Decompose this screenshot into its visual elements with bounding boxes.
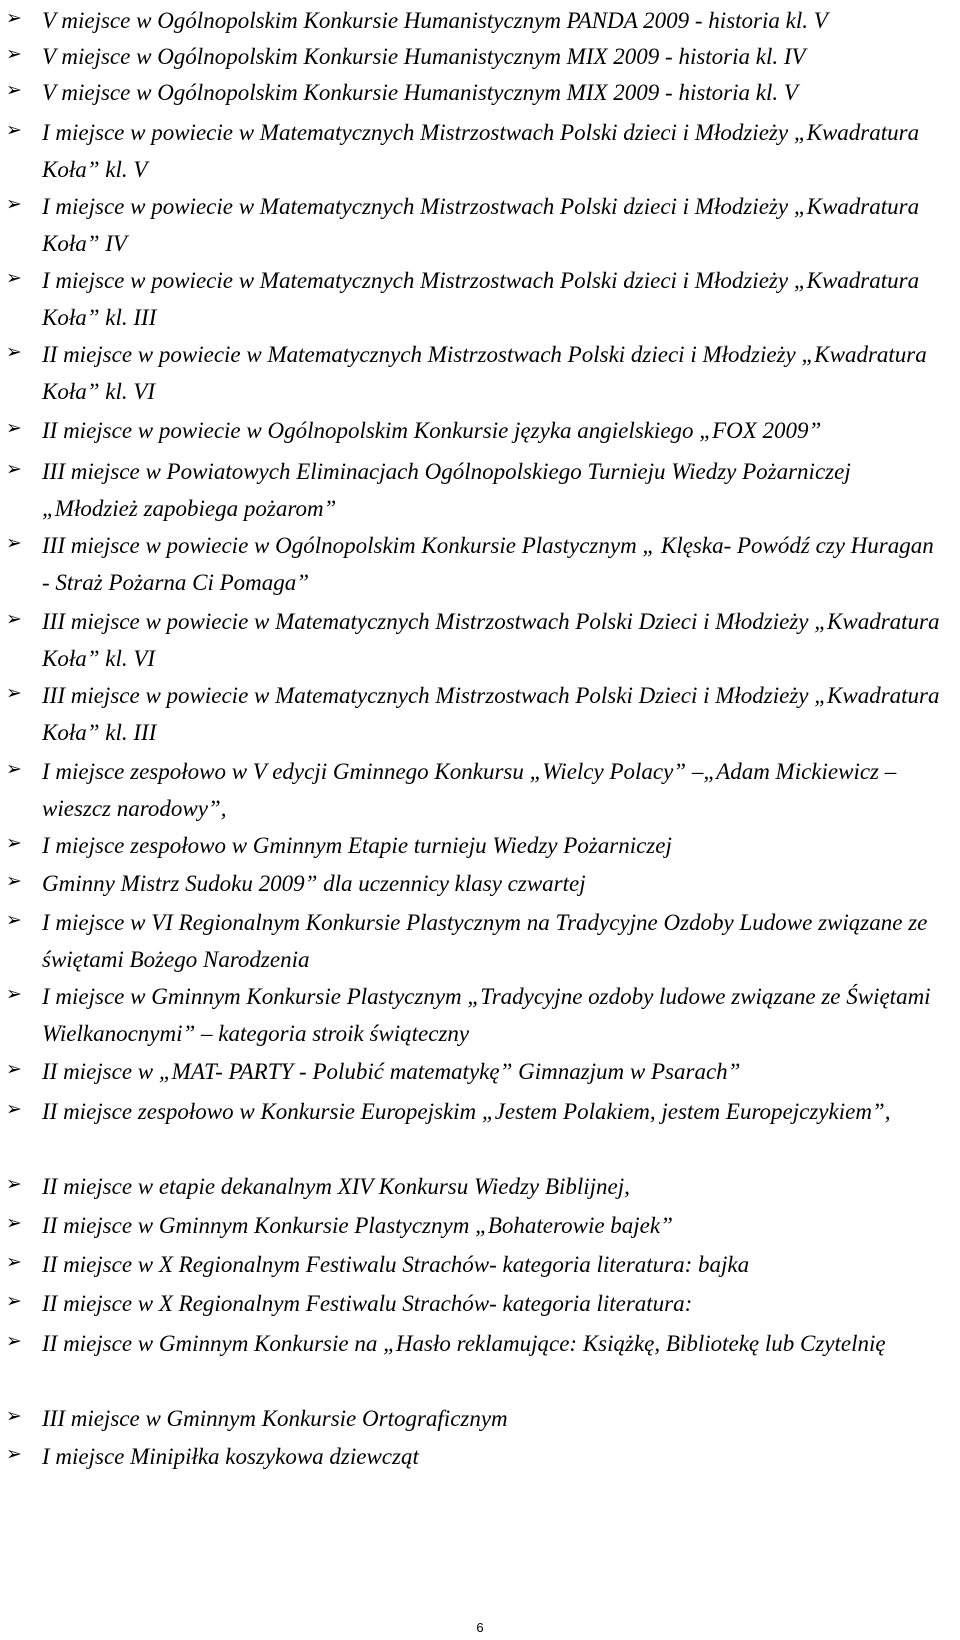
award-text: III miejsce w powiecie w Ogólnopolskim Konkursie Plastycznym „ Klęska- Powódź czy Huragan - Straż Pożarna Ci Pomaga” bbox=[42, 533, 934, 595]
arrowhead-bullet-icon: ➢ bbox=[6, 1058, 22, 1080]
arrowhead-bullet-icon: ➢ bbox=[6, 1443, 22, 1465]
award-text: V miejsce w Ogólnopolskim Konkursie Humanistycznym MIX 2009 - historia kl. V bbox=[42, 80, 798, 105]
arrowhead-bullet-icon: ➢ bbox=[6, 43, 22, 65]
award-text: I miejsce zespołowo w V edycji Gminnego Konkursu „Wielcy Polacy” –„Adam Mickiewicz – wieszcz narodowy”, bbox=[42, 759, 897, 821]
arrowhead-bullet-icon: ➢ bbox=[6, 682, 22, 704]
arrowhead-bullet-icon: ➢ bbox=[6, 1173, 22, 1195]
award-text: II miejsce w powiecie w Ogólnopolskim Konkursie języka angielskiego „FOX 2009” bbox=[42, 418, 822, 443]
arrowhead-bullet-icon: ➢ bbox=[6, 983, 22, 1005]
award-text: III miejsce w Gminnym Konkursie Ortograficznym bbox=[42, 1406, 508, 1431]
award-text: II miejsce w „MAT- PARTY - Polubić matematykę” Gimnazjum w Psarach” bbox=[42, 1059, 741, 1084]
award-text: I miejsce zespołowo w Gminnym Etapie turnieju Wiedzy Pożarniczej bbox=[42, 833, 672, 858]
arrowhead-bullet-icon: ➢ bbox=[6, 608, 22, 630]
award-text: II miejsce w X Regionalnym Festiwalu Strachów- kategoria literatura: bbox=[42, 1291, 693, 1316]
award-text: I miejsce Minipiłka koszykowa dziewcząt bbox=[42, 1444, 419, 1469]
arrowhead-bullet-icon: ➢ bbox=[6, 341, 22, 363]
arrowhead-bullet-icon: ➢ bbox=[6, 532, 22, 554]
arrowhead-bullet-icon: ➢ bbox=[6, 1290, 22, 1312]
award-text: III miejsce w Powiatowych Eliminacjach Ogólnopolskiego Turnieju Wiedzy Pożarniczej „Młodzież zapobiega pożarom” bbox=[42, 459, 851, 521]
arrowhead-bullet-icon: ➢ bbox=[6, 832, 22, 854]
award-text: II miejsce zespołowo w Konkursie Europejskim „Jestem Polakiem, jestem Europejczykiem”, bbox=[42, 1099, 891, 1124]
arrowhead-bullet-icon: ➢ bbox=[6, 79, 22, 101]
arrowhead-bullet-icon: ➢ bbox=[6, 758, 22, 780]
award-text: II miejsce w powiecie w Matematycznych Mistrzostwach Polski dzieci i Młodzieży „Kwadratura Koła” kl. VI bbox=[42, 342, 927, 404]
award-text: I miejsce w powiecie w Matematycznych Mistrzostwach Polski dzieci i Młodzieży „Kwadratura Koła” kl. V bbox=[42, 120, 920, 182]
arrowhead-bullet-icon: ➢ bbox=[6, 1251, 22, 1273]
arrowhead-bullet-icon: ➢ bbox=[6, 267, 22, 289]
arrowhead-bullet-icon: ➢ bbox=[6, 458, 22, 480]
arrowhead-bullet-icon: ➢ bbox=[6, 1098, 22, 1120]
award-text: I miejsce w powiecie w Matematycznych Mistrzostwach Polski dzieci i Młodzieży „Kwadratura Koła” kl. III bbox=[42, 268, 920, 330]
arrowhead-bullet-icon: ➢ bbox=[6, 7, 22, 29]
award-text: I miejsce w powiecie w Matematycznych Mistrzostwach Polski dzieci i Młodzieży „Kwadratura Koła” IV bbox=[42, 194, 920, 256]
arrowhead-bullet-icon: ➢ bbox=[6, 417, 22, 439]
arrowhead-bullet-icon: ➢ bbox=[6, 119, 22, 141]
award-text: I miejsce w VI Regionalnym Konkursie Plastycznym na Tradycyjne Ozdoby Ludowe związane ze świętami Bożego Narodzenia bbox=[42, 910, 928, 972]
award-text: II miejsce w Gminnym Konkursie Plastycznym „Bohaterowie bajek” bbox=[42, 1213, 673, 1238]
award-text: I miejsce w Gminnym Konkursie Plastycznym „Tradycyjne ozdoby ludowe związane ze Świętami Wielkanocnymi” – kategoria stroik świąteczny bbox=[42, 984, 931, 1046]
arrowhead-bullet-icon: ➢ bbox=[6, 1405, 22, 1427]
arrowhead-bullet-icon: ➢ bbox=[6, 1212, 22, 1234]
award-text: Gminny Mistrz Sudoku 2009” dla uczennicy klasy czwartej bbox=[42, 871, 586, 896]
award-text: III miejsce w powiecie w Matematycznych Mistrzostwach Polski Dzieci i Młodzieży „Kwadratura Koła” kl. III bbox=[42, 683, 940, 745]
award-text: V miejsce w Ogólnopolskim Konkursie Humanistycznym PANDA 2009 - historia kl. V bbox=[42, 8, 828, 33]
arrowhead-bullet-icon: ➢ bbox=[6, 193, 22, 215]
award-text: III miejsce w powiecie w Matematycznych Mistrzostwach Polski Dzieci i Młodzieży „Kwadratura Koła” kl. VI bbox=[42, 609, 940, 671]
award-text: II miejsce w X Regionalnym Festiwalu Strachów- kategoria literatura: bajka bbox=[42, 1252, 750, 1277]
award-text: II miejsce w Gminnym Konkursie na „Hasło reklamujące: Książkę, Bibliotekę lub Czytelnię bbox=[42, 1331, 886, 1356]
page-number: 6 bbox=[476, 1620, 484, 1635]
arrowhead-bullet-icon: ➢ bbox=[6, 1330, 22, 1352]
arrowhead-bullet-icon: ➢ bbox=[6, 909, 22, 931]
arrowhead-bullet-icon: ➢ bbox=[6, 870, 22, 892]
award-text: II miejsce w etapie dekanalnym XIV Konkursu Wiedzy Biblijnej, bbox=[42, 1174, 630, 1199]
award-text: V miejsce w Ogólnopolskim Konkursie Humanistycznym MIX 2009 - historia kl. IV bbox=[42, 44, 806, 69]
